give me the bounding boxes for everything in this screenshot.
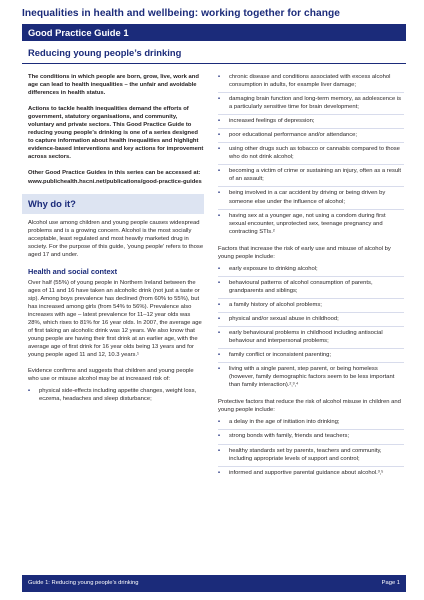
context-paragraph-1: Over half (55%) of young people in Northern Ireland between the ages of 11 and 16 have taken an alcoholic drink (not just a taste or sip). Among boys prevalence has declined (from 60% to 55%), but has increased among girls (from 54% to 56%). Prevalence also increases with age – latest prevalence for 11–12 year olds was 28%, which rises to 81% for 16 year olds. In 2007, the average age of first taking an alcoholic drink was 12 years. We also know that young people are having their first drink at an earlier age, with the average age of first drink for 16 year olds being 13 years and for young people aged 11 and 12, 10.3 years.¹ — [28, 279, 202, 359]
list-item — [28, 387, 204, 406]
context-heading: Health and social context — [28, 266, 118, 276]
list-item — [218, 265, 404, 277]
series-title: Inequalities in health and wellbeing: working together for change — [22, 8, 340, 19]
list-item — [218, 279, 404, 299]
list-item-text: family conflict or inconsistent parenting; — [229, 352, 331, 359]
why-paragraph: Alcohol use among children and young people causes widespread problems and is a growing concern. Alcohol is the most socially acceptable, least regulated and most heavily marketed drug in society. For the purpose of this guide, ‘young people’ refers to those aged 17 and under. — [28, 219, 204, 258]
list-item — [218, 131, 404, 143]
list-item-text: informed and supportive parental guidance about alcohol.³‚⁵ — [229, 469, 384, 476]
intro-paragraph-3: Other Good Practice Guides in this series can be accessed at: www.publichealth.hscni.net/publications/good-practice-guides — [28, 170, 202, 185]
why-heading: Why do it? — [22, 194, 204, 214]
guide-subtitle: Reducing young people’s drinking — [22, 47, 406, 64]
list-item — [218, 447, 404, 467]
list-item — [218, 432, 404, 444]
list-item-text: becoming a victim of crime or sustaining an injury, often as a result of an assault; — [229, 168, 402, 183]
list-item — [218, 301, 404, 313]
list-item-text: damaging brain function and long-term memory, as adolescence is a particularly sensitive time for brain development; — [229, 96, 402, 111]
intro-paragraph-2: Actions to tackle health inequalities demand the efforts of government, statutory organisations, and community, voluntary and private sectors. This Good Practice Guide to reducing young people’s drinking is one of a series designed to capture information about health inequalities and highlight evidence-based interventions and key actions for improvement across sectors. — [28, 106, 204, 161]
list-item — [218, 117, 404, 129]
bullet-icon: • — [218, 366, 221, 373]
list-item-text: healthy standards set by parents, teachers and community, including appropriate levels of support and control; — [229, 447, 382, 462]
list-item-text: poor educational performance and/or attendance; — [229, 132, 358, 139]
bullet-icon: • — [218, 190, 221, 197]
bullet-icon: • — [218, 315, 221, 322]
risk-factors-list — [218, 265, 404, 393]
context-paragraph-2: Evidence confirms and suggests that children and young people who use or misuse alcohol may be at increased risk of: — [28, 368, 194, 383]
bullet-icon: • — [218, 168, 221, 175]
list-item — [218, 365, 404, 392]
bullet-icon: • — [218, 132, 221, 139]
list-item-text: a delay in the age of initiation into drinking; — [229, 419, 340, 426]
list-item — [218, 167, 404, 187]
bullet-icon: • — [218, 330, 221, 337]
list-item-text: early exposure to drinking alcohol; — [229, 265, 318, 272]
list-item — [218, 329, 404, 349]
bullet-icon: • — [28, 388, 31, 395]
bullet-icon: • — [218, 469, 221, 476]
left-column — [28, 73, 204, 412]
bullet-icon: • — [218, 118, 221, 125]
list-item — [218, 418, 404, 430]
bullet-icon: • — [218, 146, 221, 153]
list-item — [218, 212, 404, 239]
list-item-text: behavioural patterns of alcohol consumption of parents, grandparents and siblings; — [229, 279, 373, 294]
list-item — [218, 95, 404, 115]
list-item-text: increased feelings of depression; — [229, 118, 315, 125]
guide-label-bar: Good Practice Guide 1 — [22, 24, 406, 41]
list-item — [218, 73, 404, 93]
bullet-icon: • — [218, 279, 221, 286]
list-item-text: using other drugs such as tobacco or cannabis compared to those who do not drink alcohol; — [229, 146, 400, 161]
list-item — [218, 189, 404, 209]
list-item-text: chronic disease and conditions associated with excess alcohol consumption in adults, for example liver damage; — [229, 74, 391, 89]
list-item-text: being involved in a car accident by driving or being driven by someone else under the influence of alcohol; — [229, 190, 386, 205]
intro-paragraph-1: The conditions in which people are born, grow, live, work and age can lead to health inequalities – the unfair and avoidable differences in health status. — [28, 74, 199, 97]
bullet-icon: • — [218, 74, 221, 80]
bullet-icon: • — [218, 301, 221, 308]
risk-factors-intro: Factors that increase the risk of early use and misuse of alcohol by young people include: — [218, 245, 391, 260]
bullet-icon: • — [218, 96, 221, 103]
bullet-icon: • — [218, 419, 221, 426]
list-item-text: early behavioural problems in childhood including antisocial behaviour and interpersonal problems; — [229, 330, 383, 345]
bullet-icon: • — [218, 265, 221, 272]
footer-page-number: Page 1 — [381, 580, 400, 586]
list-item — [218, 351, 404, 363]
protective-factors-list — [218, 418, 404, 479]
list-item-text: a family history of alcohol problems; — [229, 301, 322, 308]
list-item — [218, 315, 404, 327]
bullet-icon: • — [218, 352, 221, 359]
context-risk-list — [28, 387, 204, 406]
page-footer — [22, 575, 406, 592]
right-column — [218, 73, 404, 486]
footer-guide-title: Guide 1: Reducing young people’s drinking — [28, 580, 139, 586]
list-item-text: living with a single parent, step parent, or being homeless (however, family demographic factors seem to be less important than family interaction).²‚³‚⁴ — [229, 366, 395, 389]
list-item-text: strong bonds with family, friends and teachers; — [229, 433, 350, 440]
list-item-text: having sex at a younger age, not using a condom during first sexual encounter, unprotected sex, teenage pregnancy and contracting STIs.² — [229, 212, 386, 235]
list-item-text: physical side-effects including appetite changes, weight loss, eczema, headaches and sleep disturbance; — [39, 388, 197, 403]
bullet-icon: • — [218, 212, 221, 219]
risk-list — [218, 73, 404, 239]
list-item — [218, 469, 404, 480]
bullet-icon: • — [218, 447, 221, 454]
list-item — [218, 145, 404, 165]
bullet-icon: • — [218, 433, 221, 440]
protective-factors-intro: Protective factors that reduce the risk of alcohol misuse in children and young people include: — [218, 399, 401, 414]
list-item-text: physical and/or sexual abuse in childhood; — [229, 315, 339, 322]
